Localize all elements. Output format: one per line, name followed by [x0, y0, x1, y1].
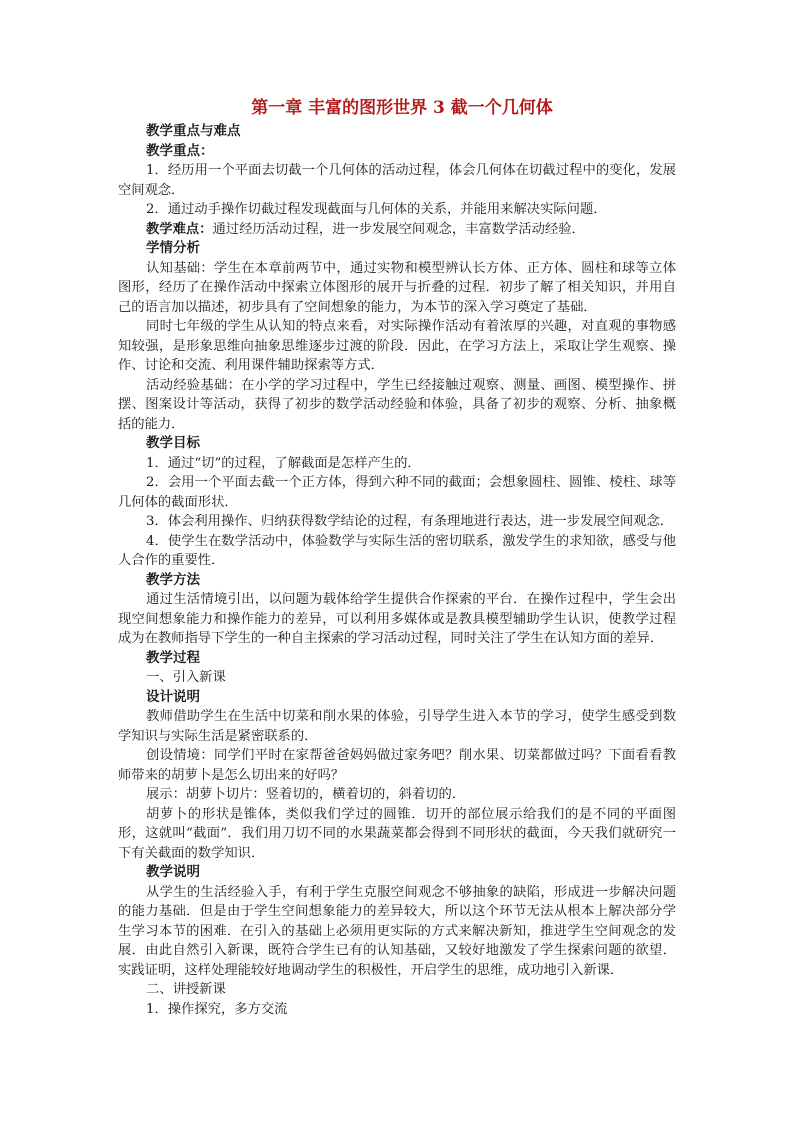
paragraph: 教师借助学生在生活中切菜和削水果的体验，引导学生进入本节的学习，使学生感受到数学知识与实际生活是紧密联系的． [118, 709, 676, 744]
section-heading: 设计说明 [146, 688, 200, 705]
paragraph-lead: 教学难点： [146, 221, 213, 237]
section-heading: 学情分析 [146, 240, 200, 256]
section-heading: 教学过程 [146, 649, 200, 666]
paragraph: 展示：胡萝卜切片：竖着切的，横着切的，斜着切的． [146, 787, 466, 802]
section-heading: 教学重点： [146, 142, 214, 159]
paragraph: 1．操作探究，多方交流 [146, 1001, 288, 1017]
paragraph: 胡萝卜的形状是锥体，类似我们学过的圆锥．切开的部位展示给我们的是不同的平面图形，这就叫“截面”．我们用刀切不同的水果蔬菜都会得到不同形状的截面，今天我们就研究一下有关截面的数学知识． [118, 806, 676, 861]
section-heading: 教学方法 [146, 571, 200, 588]
paragraph: 二、讲授新课 [146, 982, 226, 997]
paragraph [118, 220, 676, 240]
section-heading: 教学重点与难点 [146, 123, 241, 139]
paragraph: 一、引入新课 [146, 670, 226, 685]
paragraph: 2．会用一个平面去截一个正方体，得到六种不同的截面；会想象圆柱、圆锥、棱柱、球等几何体的截面形状． [118, 475, 676, 510]
section-heading: 教学说明 [146, 864, 200, 880]
paragraph: 创设情境：同学们平时在家帮爸爸妈妈做过家务吧？削水果、切菜都做过吗？下面看看教师带来的胡萝卜是怎么切出来的好吗？ [118, 748, 676, 783]
page-title: 第一章 丰富的图形世界 3 截一个几何体 [251, 98, 553, 118]
document-body [118, 122, 676, 1019]
paragraph: 2．通过动手操作切截过程发现截面与几何体的关系，并能用来解决实际问题． [146, 202, 607, 217]
paragraph: 通过生活情境引出，以问题为载体给学生提供合作探索的平台．在操作过程中，学生会出现空间想象能力和操作能力的差异，可以利用多媒体或是教具模型辅助学生认识，使教学过程成为在教师指导下学生的一种自主探索的学习活动过程，同时关注了学生在认知方面的差异． [118, 592, 676, 646]
paragraph: 1．通过“切”的过程，了解截面是怎样产生的． [146, 455, 421, 471]
paragraph: 活动经验基础：在小学的学习过程中，学生已经接触过观察、测量、画图、模型操作、拼摆、图案设计等活动，获得了初步的数学活动经验和体验，具备了初步的观察、分析、抽象概括的能力． [118, 377, 676, 432]
paragraph: 3．体会利用操作、归纳获得数学结论的过程，有条理地进行表达，进一步发展空间观念． [146, 514, 674, 529]
section-heading: 教学目标 [146, 435, 200, 451]
paragraph: 认知基础：学生在本章前两节中，通过实物和模型辨认长方体、正方体、圆柱和球等立体图形，经历了在操作活动中探索立体图形的展开与折叠的过程．初步了解了相关知识，并用自己的语言加以描述，初步具有了空间想象的能力，为本节的深入学习奠定了基础． [118, 260, 676, 315]
paragraph: 从学生的生活经验入手，有利于学生克服空间观念不够抽象的缺陷，形成进一步解决问题的能力基础．但是由于学生空间想象能力的差异较大，所以这个环节无法从根本上解决部分学生学习本节的困难．在引入的基础上必须用更实际的方式来解决新知，推进学生空间观念的发展．由此自然引入新课，既符合学生已有的认知基础，又较好地激发了学生探索问题的欲望．实践证明，这样处理能较好地调动学生的积极性，开启学生的思维，成功地引入新课． [118, 884, 676, 978]
paragraph: 4．使学生在数学活动中，体验数学与实际生活的密切联系，激发学生的求知欲，感受与他人合作的重要性． [118, 533, 676, 568]
document-page [118, 96, 676, 1019]
paragraph-text: 通过经历活动过程，进一步发展空间观念，丰富数学活动经验． [212, 221, 585, 237]
paragraph: 同时七年级的学生从认知的特点来看，对实际操作活动有着浓厚的兴趣，对直观的事物感知较强，是形象思维向抽象思维逐步过渡的阶段．因此，在学习方法上，采取让学生观察、操作、讨论和交流、利用课件辅助探索等方式． [118, 319, 676, 373]
paragraph: 1．经历用一个平面去切截一个几何体的活动过程，体会几何体在切截过程中的变化，发展空间观念． [118, 163, 676, 198]
